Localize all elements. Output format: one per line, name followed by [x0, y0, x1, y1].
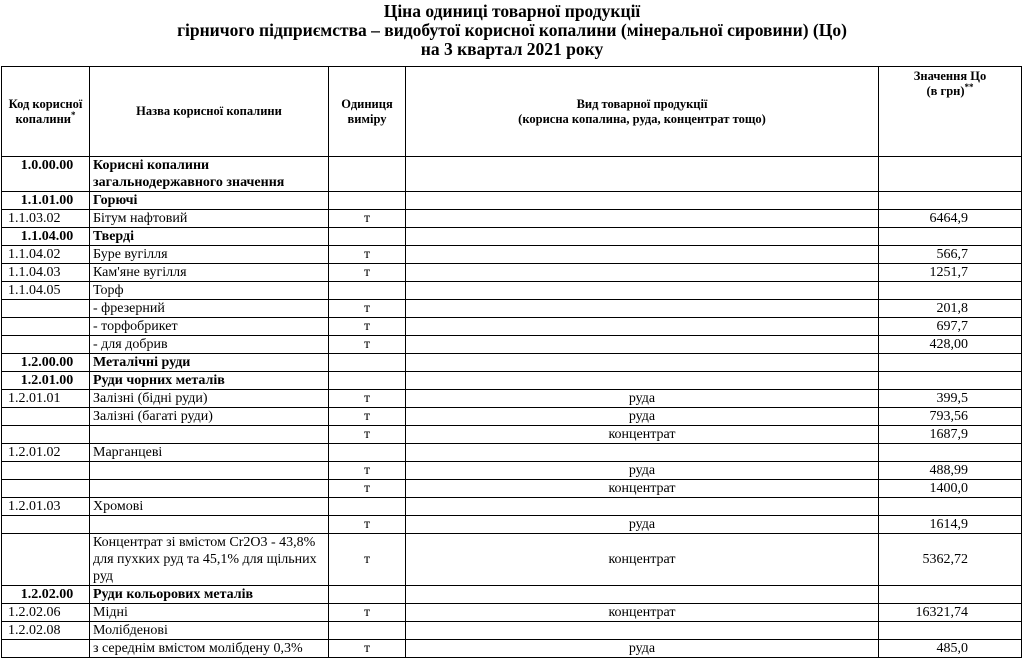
- cell-code: [2, 336, 90, 354]
- cell-code: 1.2.01.01: [2, 390, 90, 408]
- cell-name: - фрезерний: [90, 300, 329, 318]
- cell-unit: [329, 622, 406, 640]
- cell-product-type: концентрат: [406, 604, 879, 622]
- cell-code: [2, 480, 90, 498]
- cell-code: [2, 318, 90, 336]
- cell-unit: т: [329, 534, 406, 586]
- cell-value: [879, 622, 1022, 640]
- table-row: [2, 604, 1022, 622]
- cell-product-type: руда: [406, 390, 879, 408]
- cell-unit: [329, 586, 406, 604]
- cell-value: 1614,9: [879, 516, 1022, 534]
- cell-code: 1.2.01.03: [2, 498, 90, 516]
- table-row: [2, 426, 1022, 444]
- cell-product-type: [406, 300, 879, 318]
- cell-code: 1.1.03.02: [2, 210, 90, 228]
- cell-code: [2, 300, 90, 318]
- cell-code: 1.2.02.06: [2, 604, 90, 622]
- header-unit: Одиниця виміру: [329, 67, 406, 157]
- cell-code: [2, 462, 90, 480]
- cell-code: [2, 408, 90, 426]
- cell-value: 6464,9: [879, 210, 1022, 228]
- table-body: [2, 157, 1022, 658]
- header-code: Код корисної копалини*: [2, 67, 90, 157]
- header-product-type: Вид товарної продукції (корисна копалина, руда, концентрат тощо): [406, 67, 879, 157]
- cell-code: 1.2.01.02: [2, 444, 90, 462]
- cell-product-type: [406, 622, 879, 640]
- cell-product-type: [406, 354, 879, 372]
- cell-name: Мідні: [90, 604, 329, 622]
- cell-product-type: [406, 318, 879, 336]
- header-value: Значення Цо (в грн)**: [879, 67, 1022, 157]
- title-line-3: на 3 квартал 2021 року: [420, 39, 604, 59]
- cell-name: - торфобрикет: [90, 318, 329, 336]
- cell-value: [879, 498, 1022, 516]
- table-row: [2, 246, 1022, 264]
- cell-product-type: концентрат: [406, 534, 879, 586]
- cell-product-type: [406, 586, 879, 604]
- cell-value: 697,7: [879, 318, 1022, 336]
- cell-unit: т: [329, 640, 406, 658]
- cell-unit: т: [329, 264, 406, 282]
- cell-value: 1687,9: [879, 426, 1022, 444]
- cell-code: 1.1.01.00: [2, 192, 90, 210]
- cell-product-type: [406, 336, 879, 354]
- cell-value: [879, 354, 1022, 372]
- table-row: [2, 300, 1022, 318]
- cell-name: Металічні руди: [90, 354, 329, 372]
- cell-product-type: руда: [406, 408, 879, 426]
- cell-value: 1251,7: [879, 264, 1022, 282]
- cell-name: з середнім вмістом молібдену 0,3%: [90, 640, 329, 658]
- cell-value: 5362,72: [879, 534, 1022, 586]
- cell-code: 1.1.04.03: [2, 264, 90, 282]
- title-line-1: Ціна одиниці товарної продукції: [383, 1, 641, 21]
- table-row: [2, 282, 1022, 300]
- cell-product-type: [406, 264, 879, 282]
- cell-name: Бітум нафтовий: [90, 210, 329, 228]
- cell-product-type: [406, 228, 879, 246]
- cell-name: Тверді: [90, 228, 329, 246]
- cell-name: Корисні копалини загальнодержавного значення: [90, 157, 329, 192]
- table-row: [2, 228, 1022, 246]
- table-row: [2, 318, 1022, 336]
- cell-code: 1.1.04.00: [2, 228, 90, 246]
- cell-value: 485,0: [879, 640, 1022, 658]
- cell-unit: т: [329, 480, 406, 498]
- table-row: [2, 408, 1022, 426]
- cell-unit: т: [329, 336, 406, 354]
- cell-value: [879, 282, 1022, 300]
- cell-unit: [329, 228, 406, 246]
- cell-code: [2, 426, 90, 444]
- cell-value: [879, 586, 1022, 604]
- table-header-row: [2, 67, 1022, 157]
- cell-value: 428,00: [879, 336, 1022, 354]
- cell-product-type: руда: [406, 462, 879, 480]
- table-row: [2, 210, 1022, 228]
- cell-unit: т: [329, 318, 406, 336]
- cell-value: [879, 228, 1022, 246]
- cell-unit: [329, 354, 406, 372]
- cell-unit: т: [329, 300, 406, 318]
- cell-name: Залізні (багаті руди): [90, 408, 329, 426]
- cell-product-type: [406, 498, 879, 516]
- cell-unit: [329, 372, 406, 390]
- table-row: [2, 516, 1022, 534]
- table-row: [2, 157, 1022, 192]
- cell-value: [879, 372, 1022, 390]
- cell-product-type: [406, 246, 879, 264]
- table-row: [2, 534, 1022, 586]
- table-row: [2, 480, 1022, 498]
- cell-product-type: концентрат: [406, 480, 879, 498]
- cell-unit: т: [329, 408, 406, 426]
- cell-value: 201,8: [879, 300, 1022, 318]
- cell-name: Марганцеві: [90, 444, 329, 462]
- cell-unit: т: [329, 604, 406, 622]
- table-row: [2, 462, 1022, 480]
- cell-code: 1.2.01.00: [2, 372, 90, 390]
- table-row: [2, 390, 1022, 408]
- cell-code: 1.1.04.02: [2, 246, 90, 264]
- cell-product-type: концентрат: [406, 426, 879, 444]
- cell-unit: т: [329, 210, 406, 228]
- cell-name: [90, 462, 329, 480]
- cell-name: - для добрив: [90, 336, 329, 354]
- cell-product-type: [406, 282, 879, 300]
- cell-code: 1.2.00.00: [2, 354, 90, 372]
- cell-name: Концентрат зі вмістом Cr2O3 - 43,8% для пухких руд та 45,1% для щільних руд: [90, 534, 329, 586]
- title-line-2: гірничого підприємства – видобутої корисної копалини (мінеральної сировини) (Цо): [177, 20, 847, 40]
- cell-code: 1.0.00.00: [2, 157, 90, 192]
- table-row: [2, 622, 1022, 640]
- cell-name: Торф: [90, 282, 329, 300]
- prices-table: [1, 66, 1022, 658]
- table-row: [2, 354, 1022, 372]
- cell-product-type: [406, 192, 879, 210]
- table-row: [2, 372, 1022, 390]
- footnote-mark: **: [964, 81, 974, 92]
- cell-unit: [329, 498, 406, 516]
- cell-name: Кам'яне вугілля: [90, 264, 329, 282]
- cell-product-type: [406, 372, 879, 390]
- cell-value: 793,56: [879, 408, 1022, 426]
- table-row: [2, 336, 1022, 354]
- cell-name: Руди чорних металів: [90, 372, 329, 390]
- cell-code: [2, 534, 90, 586]
- cell-value: [879, 192, 1022, 210]
- cell-name: Молібденові: [90, 622, 329, 640]
- cell-unit: т: [329, 426, 406, 444]
- cell-value: 1400,0: [879, 480, 1022, 498]
- cell-value: 488,99: [879, 462, 1022, 480]
- cell-product-type: [406, 444, 879, 462]
- cell-product-type: руда: [406, 516, 879, 534]
- cell-name: [90, 480, 329, 498]
- cell-code: [2, 516, 90, 534]
- cell-name: Буре вугілля: [90, 246, 329, 264]
- document-title: [0, 2, 1024, 59]
- cell-unit: т: [329, 516, 406, 534]
- cell-unit: [329, 157, 406, 192]
- cell-value: [879, 444, 1022, 462]
- cell-unit: [329, 282, 406, 300]
- cell-product-type: [406, 157, 879, 192]
- cell-value: 16321,74: [879, 604, 1022, 622]
- cell-unit: т: [329, 246, 406, 264]
- cell-name: Горючі: [90, 192, 329, 210]
- table-row: [2, 586, 1022, 604]
- table-row: [2, 264, 1022, 282]
- cell-unit: т: [329, 462, 406, 480]
- footnote-mark: *: [70, 109, 76, 120]
- cell-product-type: [406, 210, 879, 228]
- cell-name: Руди кольорових металів: [90, 586, 329, 604]
- cell-value: [879, 157, 1022, 192]
- cell-unit: [329, 192, 406, 210]
- header-name: Назва корисної копалини: [90, 67, 329, 157]
- cell-name: [90, 426, 329, 444]
- cell-value: 566,7: [879, 246, 1022, 264]
- cell-name: [90, 516, 329, 534]
- cell-value: 399,5: [879, 390, 1022, 408]
- table-row: [2, 444, 1022, 462]
- cell-code: 1.2.02.08: [2, 622, 90, 640]
- cell-name: Хромові: [90, 498, 329, 516]
- cell-unit: т: [329, 390, 406, 408]
- cell-code: 1.1.04.05: [2, 282, 90, 300]
- cell-unit: [329, 444, 406, 462]
- table-row: [2, 192, 1022, 210]
- cell-product-type: руда: [406, 640, 879, 658]
- table-row: [2, 498, 1022, 516]
- cell-name: Залізні (бідні руди): [90, 390, 329, 408]
- cell-code: 1.2.02.00: [2, 586, 90, 604]
